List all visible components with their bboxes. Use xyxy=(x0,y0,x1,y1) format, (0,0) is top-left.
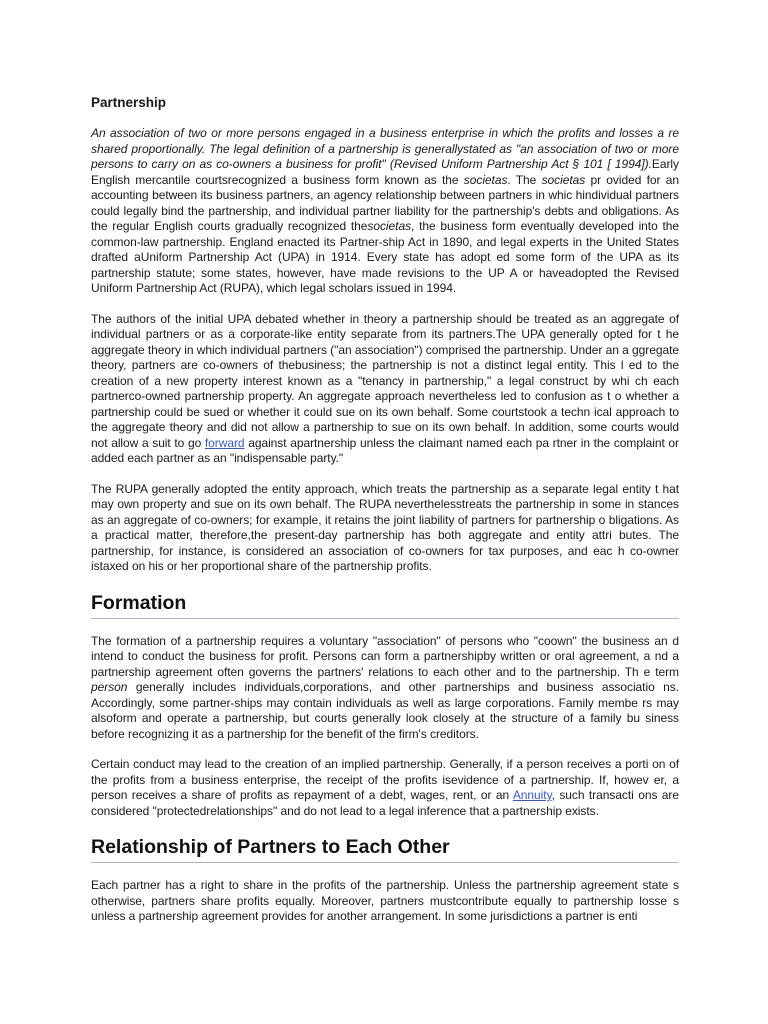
document-body xyxy=(91,94,679,925)
term-societas: societas xyxy=(463,172,508,187)
upa-text-1: The authors of the initial UPA debated whether in theory a partnership should be treated as an aggregate of individual partners or as a corporate-like entity separate from its partners.The UPA generally opted for t he aggregate theory in which individual partners ("an association") comprised the partnership. Under an a ggregate theory, partners are co-owners of thebusiness; the partnership is not a distinct legal entity. This l ed to the creation of a new property interest known as a "tenancy in partnership," a legal construct by whi ch each partnerco-owned partnership property. An aggregate approach nevertheless led to confusion as t o whether a partnership could be sued or whether it could sue on its own behalf. Some courtstook a techn ical approach to the aggregate theory and did not allow a partnership to sue on its own behalf. In addition, some courts would not allow a suit to go xyxy=(91,311,679,450)
annuity-link[interactable]: Annuity xyxy=(512,788,552,802)
intro-text-1: Early English mercantile courtsrecognized a business form known as the xyxy=(91,157,679,187)
relationship-heading: Relationship of Partners to Each Other xyxy=(91,835,679,863)
formation-heading: Formation xyxy=(91,591,679,619)
formation-text-1: The formation of a partnership requires a voluntary "association" of persons who "coown" the business an d intend to conduct the business for profit. Persons can form a partnershipby written or oral agreement, a nd a partnership agreement often governs the partners' relations to each other and to the partnership. Th e term xyxy=(91,633,679,679)
intro-text-4: , the business form eventually developed into the common-law partnership. England enacted its Partner-ship Act in 1890, and legal experts in the United States drafted aUniform Partnership Act (UPA) in 1914. Every state has adopt ed some form of the UPA as its partnership statute; some states, however, have made revisions to the UP A or haveadopted the Revised Uniform Partnership Act (RUPA), which legal scholars issued in 1994. xyxy=(91,219,680,295)
relationship-paragraph-1: Each partner has a right to share in the profits of the partnership. Unless the partnership agreement state s otherwise, partners share profits equally. Moreover, partners mustcontribute equally to partnership losse s unless a partnership agreement provides for another arrangement. In some jurisdictions a partner is enti xyxy=(91,878,679,923)
formation-text-2: generally includes individuals,corporations, and other partnerships and business associatio ns. Accordingly, some partner-ships may contain individuals as well as large corporations. Family membe rs may alsoform and operate a partnership, but courts generally look closely at the structure of a family bu siness before recognizing it as a partnership for the benefit of the firm's creditors. xyxy=(91,680,679,741)
rupa-paragraph: The RUPA generally adopted the entity approach, which treats the partnership as a separate legal entity t hat may own property and sue on its own behalf. The RUPA neverthelesstreats the partnership in some in stances as an aggregate of co-owners; for example, it retains the joint liability of partners for partnership o bligations. As a practical matter, therefore,the present-day partnership has both aggregate and entity attri butes. The partnership, for instance, is considered an association of co-owners for tax purposes, and eac h co-owner istaxed on his or her proportional share of the partnership profits. xyxy=(91,481,679,573)
formation-text-4: , such transacti ons are considered "protectedrelationships" and do not lead to a legal inference that a partnership exists. xyxy=(91,788,679,818)
page-title: Partnership xyxy=(91,95,167,110)
formation-text-3: Certain conduct may lead to the creation of an implied partnership. Generally, if a person receives a porti on of the profits from a business enterprise, the receipt of the profits isevidence of a partnership. If, howev er, a person receives a share of profits as repayment of a debt, wages, rent, or an xyxy=(91,757,679,802)
forward-link[interactable]: forward xyxy=(204,435,245,450)
term-societas: societas xyxy=(367,219,412,233)
term-person: person xyxy=(91,680,128,694)
upa-text-2: against apartnership unless the claimant named each pa rtner in the complaint or added each partner as an "indispensable party." xyxy=(91,435,679,465)
upa-paragraph xyxy=(91,312,679,467)
intro-text-3: pr ovided for an accounting between its business partners, an agency relationship between partners in whic hindividual partners could legally bind the partnership, and individual partner liability for the partnership's debts and obligations. As the regular English courts gradually recognized the xyxy=(91,172,679,233)
term-societas: societas xyxy=(541,172,586,187)
intro-paragraph xyxy=(91,126,679,297)
definition-text: An association of two or more persons engaged in a business enterprise in which the profits and losses a re shared proportionally. The legal definition of a partnership is generallystated as "an association of two or more persons to carry on as co-owners a business for profit" (Revised Uniform Partnership Act § 101 [ 1994]). xyxy=(91,126,679,171)
formation-paragraph-1 xyxy=(91,634,679,743)
formation-paragraph-2 xyxy=(91,757,679,819)
intro-text-2: . The xyxy=(507,172,542,187)
